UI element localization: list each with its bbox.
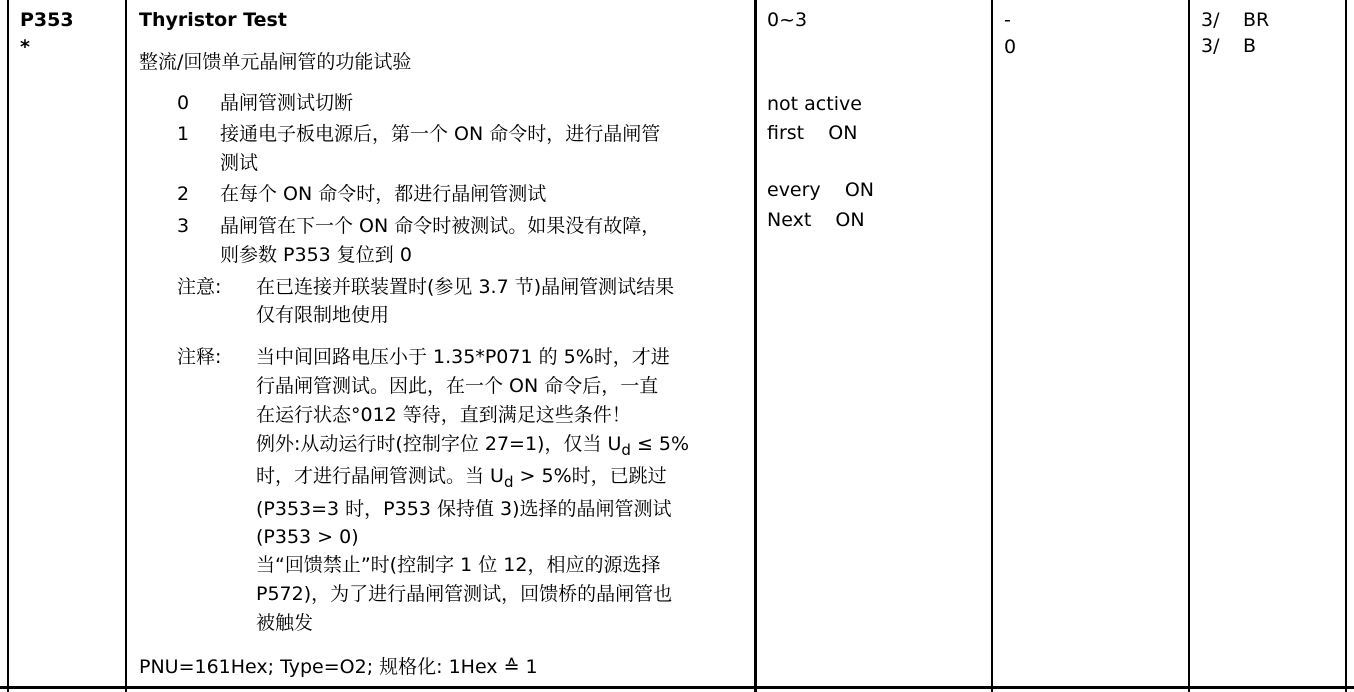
column-divider-6 (1345, 0, 1347, 692)
unit-value: - (1004, 9, 1011, 31)
row-divider-bottom (0, 686, 1354, 689)
option-3-number: 3 (177, 215, 190, 237)
note-label: 注意: (177, 276, 222, 298)
option-0-number: 0 (177, 92, 190, 114)
remark2-line-1: (P353=3 时，P353 保持值 3)选择的晶闸管测试 (256, 498, 672, 520)
column-divider-3 (754, 0, 757, 692)
exception-line-1-sub: d (621, 441, 631, 459)
column-divider-2 (125, 0, 127, 692)
access-row-2-number: 3/ (1201, 35, 1220, 57)
access-row-2-code: B (1243, 35, 1257, 57)
range-label-3: Next ON (767, 209, 865, 231)
param-title: Thyristor Test (139, 9, 287, 31)
exception-line-1-pre: 例外:从动运行时(控制字位 27=1)，仅当 U (256, 433, 622, 455)
range-label-1: first ON (767, 122, 858, 144)
remark2-line-2: (P353 > 0) (256, 526, 359, 548)
column-divider-5 (1188, 0, 1190, 692)
param-subtitle: 整流/回馈单元晶闸管的功能试验 (139, 51, 412, 73)
default-value: 0 (1004, 36, 1017, 58)
remark-line-1: 当中间回路电压小于 1.35*P071 的 5%时，才进 (256, 346, 670, 368)
remark-label: 注释: (177, 346, 222, 368)
param-code: P353 (20, 9, 74, 31)
exception-line-1 (256, 433, 690, 459)
param-star: * (20, 36, 30, 58)
remark2-line-3: 当“回馈禁止”时(控制字 1 位 12，相应的源选择 (256, 554, 661, 576)
access-row-1-number: 3/ (1201, 9, 1220, 31)
option-1-text-cont: 测试 (220, 152, 259, 174)
exception-line-2-sub: d (503, 473, 514, 491)
exception-line-2 (256, 465, 667, 491)
option-2-number: 2 (177, 183, 190, 205)
remark-line-2: 行晶闸管测试。因此，在一个 ON 命令后，一直 (256, 375, 659, 397)
remark-line-3: 在运行状态°012 等待，直到满足这些条件！ (256, 404, 631, 426)
remark2-line-4: P572)，为了进行晶闸管测试，回馈桥的晶闸管也 (256, 583, 673, 605)
column-divider-1 (7, 0, 9, 692)
range-label-0: not active (767, 93, 862, 115)
remark2-line-5: 被触发 (256, 612, 314, 634)
option-3-text-cont: 则参数 P353 复位到 0 (220, 244, 412, 266)
access-row-1-code: BR (1243, 9, 1270, 31)
option-2-text: 在每个 ON 命令时，都进行晶闸管测试 (220, 183, 547, 205)
range-label-2: every ON (767, 179, 875, 201)
note-line-2: 仅有限制地使用 (256, 304, 390, 326)
option-1-text: 接通电子板电源后，第一个 ON 命令时，进行晶闸管 (220, 123, 661, 145)
pnu-footer: PNU=161Hex; Type=O2; 规格化: 1Hex ≙ 1 (139, 656, 538, 678)
option-1-number: 1 (177, 123, 190, 145)
exception-line-2-post: > 5%时，已跳过 (513, 465, 667, 487)
note-line-1: 在已连接并联装置时(参见 3.7 节)晶闸管测试结果 (256, 276, 675, 298)
column-divider-4 (991, 0, 993, 692)
exception-line-1-post: ≤ 5% (630, 433, 690, 455)
range-value: 0~3 (767, 9, 808, 31)
option-0-text: 晶闸管测试切断 (220, 92, 354, 114)
exception-line-2-pre: 时，才进行晶闸管测试。当 U (256, 465, 504, 487)
option-3-text: 晶闸管在下一个 ON 命令时被测试。如果没有故障， (220, 215, 661, 237)
